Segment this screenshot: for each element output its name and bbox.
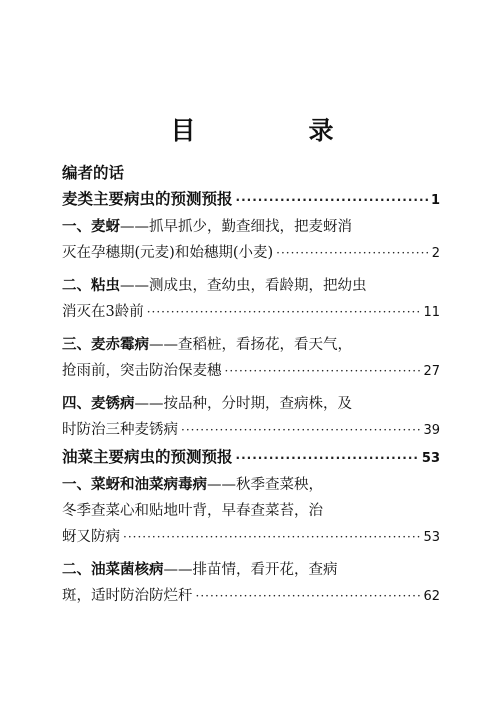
entry-keyword: 粘虫 [91, 278, 120, 294]
section-title: 油菜主要病虫的预测预报 [62, 448, 233, 466]
entry-number: 一、 [62, 477, 91, 493]
entry-text: ——秋季查菜秧， [207, 477, 323, 493]
toc-entry-wheat-aphid[interactable] [62, 214, 440, 267]
toc-editor-note-label: 编者的话 [62, 164, 125, 182]
page-number: 53 [423, 530, 440, 545]
entry-keyword: 麦锈病 [91, 396, 135, 412]
entry-text: 斑，适时防治防烂秆 [62, 588, 193, 604]
entry-text: 时防治三种麦锈病 [62, 422, 178, 438]
entry-text: 消灭在3龄前 [62, 304, 144, 320]
table-of-contents [62, 160, 440, 610]
leader-dots [147, 299, 421, 325]
entry-number: 一、 [62, 219, 91, 235]
entry-number: 三、 [62, 337, 91, 353]
entry-text: ——抓早抓少，勤查细找，把麦蚜消 [120, 219, 352, 235]
entry-keyword: 油菜菌核病 [91, 562, 164, 578]
page-number: 2 [431, 246, 440, 261]
toc-entry-armyworm[interactable] [62, 273, 440, 326]
entry-keyword: 麦蚜 [91, 219, 120, 235]
leader-dots [236, 445, 419, 471]
entry-number: 二、 [62, 562, 91, 578]
entry-text: ——查稻桩，看扬花，看天气， [149, 337, 352, 353]
entry-keyword: 麦赤霉病 [91, 337, 149, 353]
page-number: 62 [423, 589, 440, 604]
entry-number: 二、 [62, 278, 91, 294]
entry-text: ——排苗情，看开花，查病 [163, 562, 338, 578]
page-number: 1 [430, 193, 440, 208]
toc-entry-rapeseed-aphid-virus[interactable] [62, 472, 440, 551]
entry-text: 灭在孕穗期(元麦)和始穗期(小麦) [62, 245, 274, 261]
entry-text: ——测成虫，查幼虫，看龄期，把幼虫 [120, 278, 367, 294]
leader-dots [236, 187, 428, 213]
page-number: 11 [423, 305, 440, 320]
toc-entry-wheat-rust[interactable] [62, 391, 440, 444]
entry-text: 抢雨前，突击防治保麦穗 [62, 363, 222, 379]
entry-keyword: 菜蚜和油菜病毒病 [91, 477, 207, 493]
leader-dots [276, 240, 429, 266]
leader-dots [225, 358, 421, 384]
entry-text: ——按品种，分时期，查病株，及 [134, 396, 352, 412]
page-title: 目 录 [170, 116, 378, 145]
leader-dots [181, 417, 420, 443]
page-number: 53 [421, 451, 440, 466]
leader-dots [123, 524, 420, 550]
entry-text: 冬季查菜心和贴地叶背，早春查菜苔，治 [62, 503, 323, 519]
toc-editor-note[interactable] [62, 160, 440, 186]
page-number: 27 [423, 364, 440, 379]
entry-number: 四、 [62, 396, 91, 412]
section-title: 麦类主要病虫的预测预报 [62, 190, 233, 208]
toc-section-wheat[interactable] [62, 186, 440, 214]
page-number: 39 [423, 423, 440, 438]
toc-entry-sclerotinia[interactable] [62, 557, 440, 610]
toc-section-rapeseed[interactable] [62, 444, 440, 472]
toc-entry-wheat-scab[interactable] [62, 332, 440, 385]
entry-text: 蚜又防病 [62, 529, 120, 545]
leader-dots [196, 583, 421, 609]
